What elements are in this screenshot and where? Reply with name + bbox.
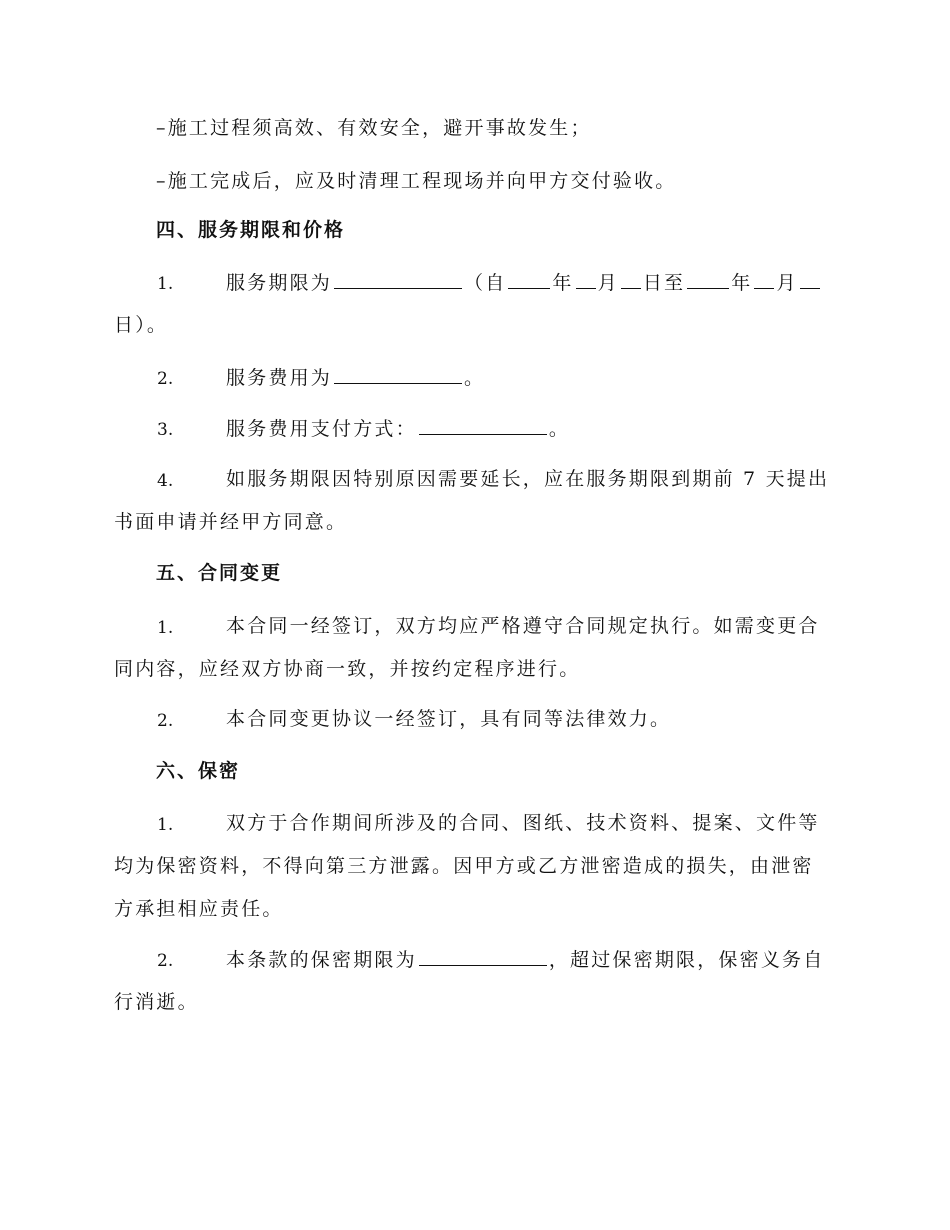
month-label: 月 bbox=[597, 272, 619, 294]
start-year-blank[interactable] bbox=[508, 270, 550, 289]
start-month-blank[interactable] bbox=[576, 270, 596, 289]
payment-method-label: 服务费用支付方式： bbox=[226, 418, 417, 440]
item-number: 2. bbox=[157, 951, 174, 971]
month-label: 月 bbox=[776, 272, 798, 294]
period-mark: 。 bbox=[464, 367, 486, 389]
open-paren-from: （自 bbox=[464, 272, 507, 294]
confidential-period-line-2: 行消逝。 bbox=[114, 991, 199, 1013]
extension-line-1: 如服务期限因特别原因需要延长，应在服务期限到期前 7 天提出 bbox=[226, 468, 830, 490]
item-number: 1. bbox=[157, 815, 174, 835]
item-number: 2. bbox=[157, 369, 174, 389]
extension-line-2: 书面申请并经甲方同意。 bbox=[114, 511, 348, 533]
service-fee-label: 服务费用为 bbox=[226, 367, 333, 389]
day-to-label: 日至 bbox=[642, 272, 686, 294]
service-period-line bbox=[226, 270, 822, 295]
period-mark: 。 bbox=[548, 418, 571, 440]
contract-change-line-1: 本合同一经签订，双方均应严格遵守合同规定执行。如需变更合 bbox=[226, 615, 820, 637]
item-number: 3. bbox=[157, 420, 174, 440]
end-month-blank[interactable] bbox=[754, 270, 774, 289]
change-agreement-line: 本合同变更协议一经签订，具有同等法律效力。 bbox=[226, 708, 672, 730]
bullet-construction-complete: –施工完成后，应及时清理工程现场并向甲方交付验收。 bbox=[156, 170, 677, 192]
item-number: 2. bbox=[157, 711, 174, 731]
confidential-period-label: 本条款的保密期限为 bbox=[226, 949, 417, 971]
confidential-period-line bbox=[226, 947, 824, 972]
section-5-heading: 五、合同变更 bbox=[156, 562, 283, 584]
end-year-blank[interactable] bbox=[687, 270, 729, 289]
confidential-period-after: ，超过保密期限，保密义务自 bbox=[548, 949, 825, 971]
item-number: 4. bbox=[157, 471, 174, 491]
confidential-line-2: 均为保密资料，不得向第三方泄露。因甲方或乙方泄密造成的损失，由泄密 bbox=[114, 855, 814, 877]
service-fee-line bbox=[226, 365, 485, 390]
item-number: 1. bbox=[157, 274, 174, 294]
year-label: 年 bbox=[552, 272, 574, 294]
payment-method-blank[interactable] bbox=[419, 416, 547, 435]
service-fee-blank[interactable] bbox=[334, 365, 462, 384]
item-number: 1. bbox=[157, 618, 174, 638]
section-4-heading: 四、服务期限和价格 bbox=[156, 219, 346, 241]
service-period-blank[interactable] bbox=[334, 270, 462, 289]
year-label: 年 bbox=[731, 272, 753, 294]
confidential-line-1: 双方于合作期间所涉及的合同、图纸、技术资料、提案、文件等 bbox=[226, 812, 820, 834]
bullet-construction-process: –施工过程须高效、有效安全，避开事故发生； bbox=[156, 117, 592, 139]
section-6-heading: 六、保密 bbox=[156, 760, 241, 782]
contract-change-line-2: 同内容，应经双方协商一致，并按约定程序进行。 bbox=[114, 658, 581, 680]
service-period-label: 服务期限为 bbox=[226, 272, 333, 294]
service-period-line-2: 日）。 bbox=[114, 314, 169, 336]
start-day-blank[interactable] bbox=[621, 270, 641, 289]
confidential-period-blank[interactable] bbox=[419, 947, 547, 966]
payment-method-line bbox=[226, 416, 570, 441]
end-day-blank[interactable] bbox=[800, 270, 820, 289]
confidential-line-3: 方承担相应责任。 bbox=[114, 898, 284, 920]
